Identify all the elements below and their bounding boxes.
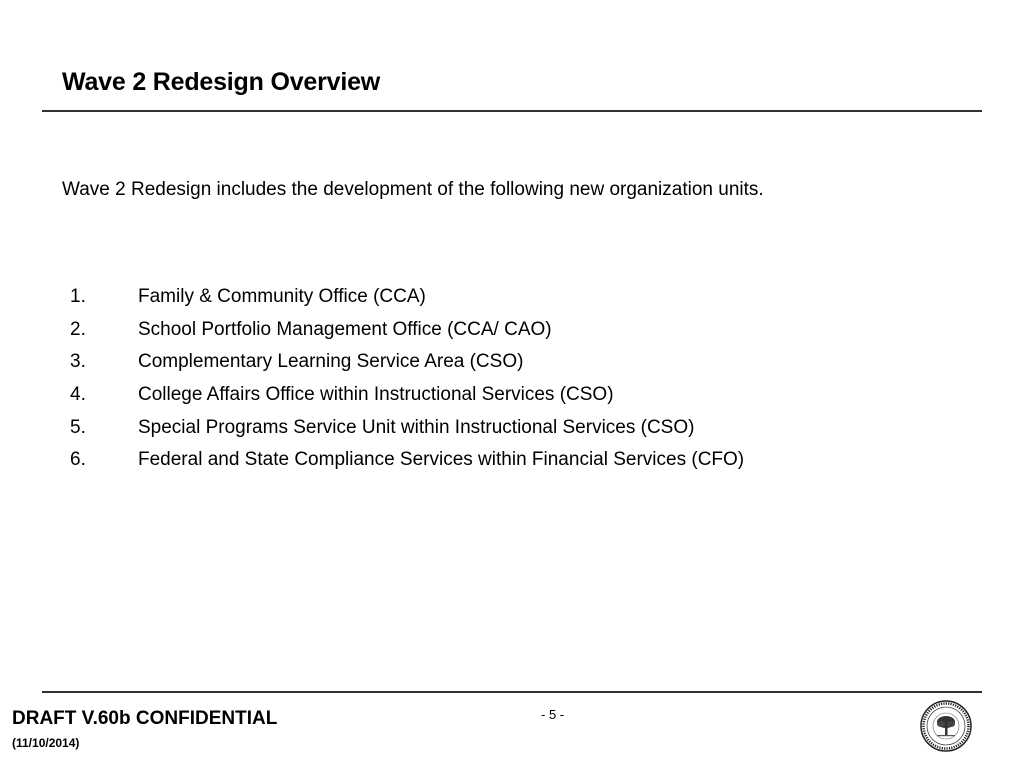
list-item (70, 444, 744, 477)
list-item-number: 4. (70, 384, 86, 406)
draft-date: (11/10/2014) (12, 736, 80, 750)
footer-divider (42, 691, 982, 693)
list-item-number: 3. (70, 351, 86, 373)
organization-unit-list (70, 281, 744, 477)
list-item (70, 281, 744, 314)
intro-text: Wave 2 Redesign includes the development of the following new organization units. (62, 179, 764, 200)
list-item (70, 411, 744, 444)
list-item (70, 379, 744, 412)
page-number: - 5 - (541, 707, 565, 722)
list-item-text: Federal and State Compliance Services within Financial Services (CFO) (138, 449, 745, 471)
list-item-number: 2. (70, 318, 86, 340)
list-item-text: Complementary Learning Service Area (CSO) (138, 351, 524, 373)
list-item-text: Family & Community Office (CCA) (138, 286, 426, 308)
list-item-text: School Portfolio Management Office (CCA/ CAO) (138, 318, 552, 340)
list-item-number: 1. (70, 286, 86, 308)
draft-confidential-label: DRAFT V.60b CONFIDENTIAL (12, 708, 278, 729)
list-item (70, 314, 744, 347)
list-item (70, 346, 744, 379)
title-divider (42, 110, 982, 112)
list-item-text: College Affairs Office within Instructional Services (CSO) (138, 384, 614, 406)
district-seal-icon (920, 700, 972, 752)
list-item-number: 6. (70, 449, 86, 471)
list-item-number: 5. (70, 416, 86, 438)
list-item-text: Special Programs Service Unit within Instructional Services (CSO) (138, 416, 695, 438)
slide-title: Wave 2 Redesign Overview (62, 68, 381, 96)
